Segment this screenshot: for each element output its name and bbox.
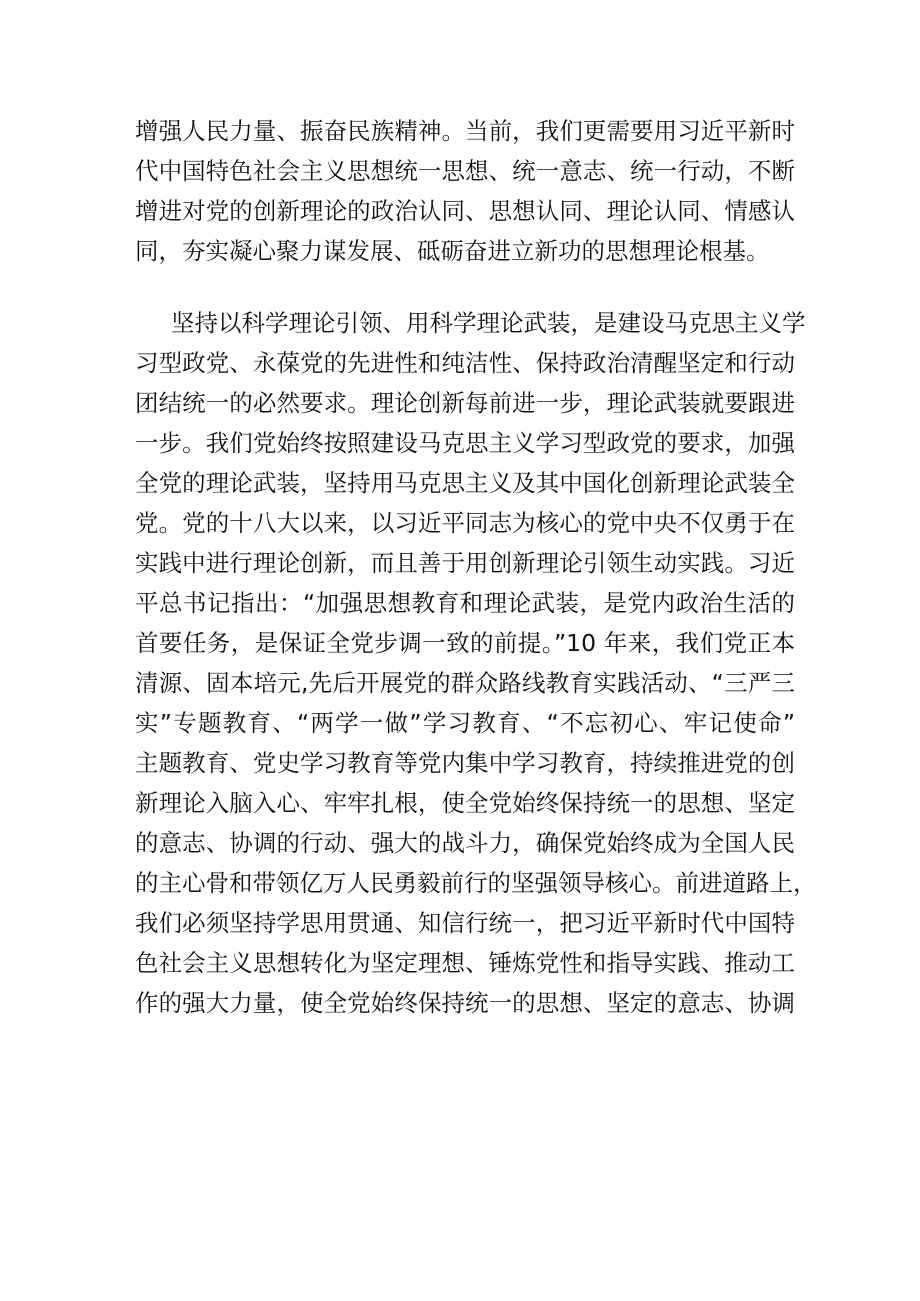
text-line: 色社会主义思想转化为坚定理想、锤炼党性和指导实践、推动工 [135,949,795,977]
text-line: 习型政党、永葆党的先进性和纯洁性、保持政治清醒坚定和行动 [135,349,795,377]
text-line: 平总书记指出：“加强思想教育和理论武装，是党内政治生活的 [135,589,795,617]
text-line: 的意志、协调的行动、强大的战斗力，确保党始终成为全国人民 [135,829,795,857]
text-line: 首要任务，是保证全党步调一致的前提。”10 年来，我们党正本 [135,629,795,657]
text-line: 全党的理论武装，坚持用马克思主义及其中国化创新理论武装全 [135,469,795,497]
paragraph [135,111,795,271]
text-line: 主题教育、党史学习教育等党内集中学习教育，持续推进党的创 [135,749,795,777]
text-line: 团结统一的必然要求。理论创新每前进一步，理论武装就要跟进 [135,389,795,417]
text-line: 实践中进行理论创新，而且善于用创新理论引领生动实践。习近 [135,549,795,577]
paragraph [135,303,817,1023]
text-line: 的主心骨和带领亿万人民勇毅前行的坚强领导核心。前进道路上， [135,869,817,897]
text-line: 坚持以科学理论引领、用科学理论武装，是建设马克思主义学 [171,309,806,337]
text-line: 代中国特色社会主义思想统一思想、统一意志、统一行动，不断 [135,157,795,185]
text-line: 增进对党的创新理论的政治认同、思想认同、理论认同、情感认 [135,197,795,225]
text-line: 作的强大力量，使全党始终保持统一的思想、坚定的意志、协调 [135,989,795,1017]
text-line: 党。党的十八大以来，以习近平同志为核心的党中央不仅勇于在 [135,509,795,537]
text-line: 实”专题教育、“两学一做”学习教育、“不忘初心、牢记使命” [135,709,795,737]
text-line: 我们必须坚持学思用贯通、知信行统一，把习近平新时代中国特 [135,909,795,937]
text-line: 同，夯实凝心聚力谋发展、砥砺奋进立新功的思想理论根基。 [135,237,770,265]
text-line: 清源、固本培元,先后开展党的群众路线教育实践活动、“三严三 [135,669,795,697]
text-line: 新理论入脑入心、牢牢扎根，使全党始终保持统一的思想、坚定 [135,789,795,817]
text-line: 增强人民力量、振奋民族精神。当前，我们更需要用习近平新时 [135,117,795,145]
text-line: 一步。我们党始终按照建设马克思主义学习型政党的要求，加强 [135,429,795,457]
document-body [135,111,817,1023]
paragraph-spacer [135,271,795,303]
